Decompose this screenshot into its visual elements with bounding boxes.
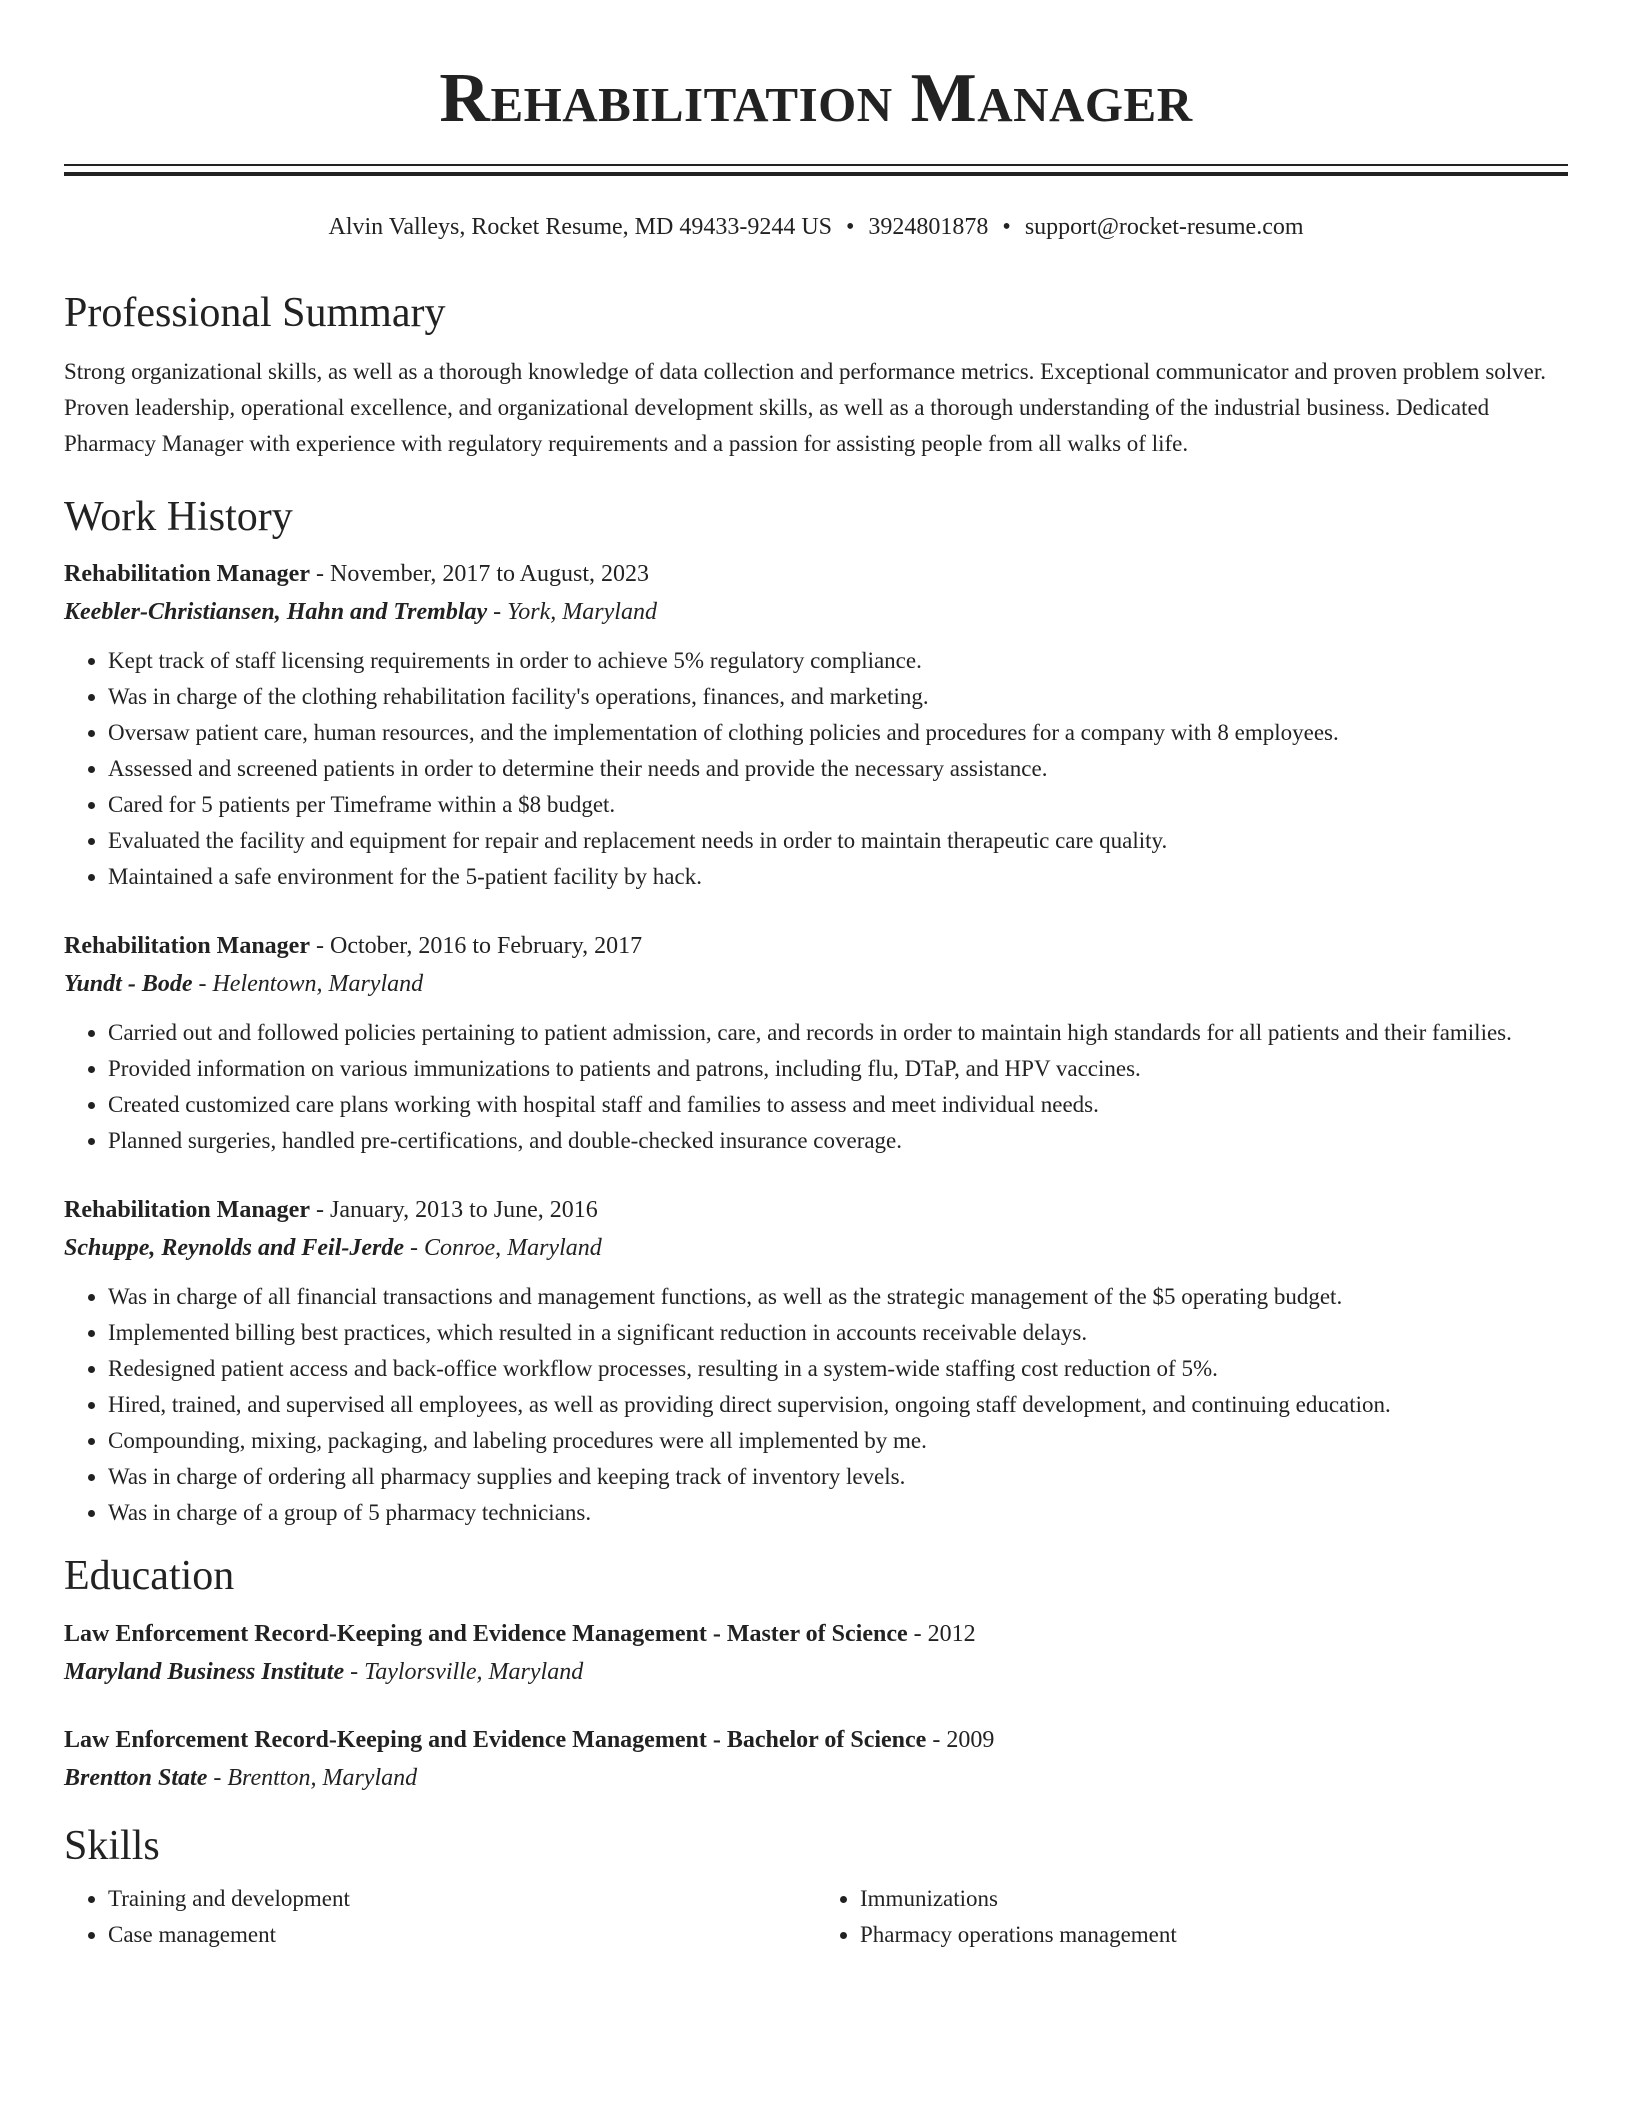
- company-name: Yundt - Bode: [64, 970, 193, 997]
- contact-separator: •: [846, 214, 855, 240]
- list-item: • Hired, trained, and supervised all employees, as well as providing direct supervision, ongoing staff development, and continuing education.: [108, 1387, 1568, 1423]
- contact-address: Alvin Valleys, Rocket Resume, MD 49433-9244 US: [328, 214, 833, 240]
- company-name: Schuppe, Reynolds and Feil-Jerde: [64, 1234, 404, 1261]
- skill-item: • Training and development: [108, 1881, 816, 1917]
- company-location: - Helentown, Maryland: [192, 970, 424, 997]
- job-title-line: [64, 1191, 1568, 1229]
- list-item: • Compounding, mixing, packaging, and labeling procedures were all implemented by me.: [108, 1423, 1568, 1459]
- list-item: • Planned surgeries, handled pre-certifications, and double-checked insurance coverage.: [108, 1123, 1568, 1159]
- job-dates: - October, 2016 to February, 2017: [310, 932, 643, 959]
- list-item: • Redesigned patient access and back-office workflow processes, resulting in a system-wide staffing cost reduction of 5%.: [108, 1351, 1568, 1387]
- list-item: • Provided information on various immunizations to patients and patrons, including flu, DTaP, and HPV vaccines.: [108, 1051, 1568, 1087]
- list-item: • Was in charge of ordering all pharmacy supplies and keeping track of inventory levels.: [108, 1459, 1568, 1495]
- school-line: [64, 1759, 1568, 1797]
- degree-year: - 2012: [907, 1620, 976, 1647]
- degree-line: [64, 1721, 1568, 1759]
- list-item: • Kept track of staff licensing requirements in order to achieve 5% regulatory compliance.: [108, 643, 1568, 679]
- education-entry: [64, 1721, 1568, 1797]
- school-name: Maryland Business Institute: [64, 1658, 345, 1685]
- skills-heading: Skills: [64, 1822, 160, 1869]
- skills-grid: [64, 1881, 1568, 1953]
- education-heading: Education: [64, 1552, 235, 1599]
- degree-line: [64, 1615, 1568, 1653]
- list-item: • Evaluated the facility and equipment for repair and replacement needs in order to maintain therapeutic care quality.: [108, 823, 1568, 859]
- summary-text: Strong organizational skills, as well as a thorough knowledge of data collection and performance metrics. Exceptional communicator and proven problem solver. Proven leadership, operational excellence, and organizational development skills, as well as a thorough understanding of the industrial business. Dedicated Pharmacy Manager with experience with regulatory requirements and a passion for assisting people from all walks of life.: [64, 359, 1547, 457]
- company-location: - Conroe, Maryland: [404, 1234, 602, 1261]
- degree-name: Law Enforcement Record-Keeping and Evidence Management - Bachelor of Science: [64, 1726, 927, 1753]
- company-name: Keebler-Christiansen, Hahn and Tremblay: [64, 598, 488, 625]
- skills-column-left: [64, 1881, 816, 1953]
- job-entry: [64, 555, 1568, 895]
- company-line: [64, 965, 1568, 1003]
- job-title-line: [64, 555, 1568, 593]
- skill-item: • Case management: [108, 1917, 816, 1953]
- company-line: [64, 1229, 1568, 1267]
- skills-column-right: [816, 1881, 1568, 1953]
- list-item: • Created customized care plans working with hospital staff and families to assess and meet individual needs.: [108, 1087, 1568, 1123]
- list-item: • Was in charge of the clothing rehabilitation facility's operations, finances, and marketing.: [108, 679, 1568, 715]
- work-history-heading: Work History: [64, 494, 293, 541]
- skill-item: • Pharmacy operations management: [860, 1917, 1568, 1953]
- job-title: Rehabilitation Manager: [64, 932, 310, 959]
- school-line: [64, 1653, 1568, 1691]
- job-entry: [64, 1191, 1568, 1531]
- job-bullets: [64, 1279, 1568, 1531]
- list-item: • Was in charge of all financial transactions and management functions, as well as the strategic management of the $5 operating budget.: [108, 1279, 1568, 1315]
- job-dates: - November, 2017 to August, 2023: [310, 560, 650, 587]
- summary-heading: Professional Summary: [64, 289, 446, 336]
- school-name: Brentton State: [64, 1764, 208, 1791]
- education-entry: [64, 1615, 1568, 1691]
- job-entry: [64, 927, 1568, 1159]
- school-location: - Brentton, Maryland: [207, 1764, 418, 1791]
- company-location: - York, Maryland: [487, 598, 657, 625]
- contact-email: support@rocket-resume.com: [1024, 214, 1304, 240]
- contact-line: [64, 213, 1568, 242]
- degree-year: - 2009: [926, 1726, 995, 1753]
- company-line: [64, 593, 1568, 631]
- list-item: • Cared for 5 patients per Timeframe within a $8 budget.: [108, 787, 1568, 823]
- degree-name: Law Enforcement Record-Keeping and Evidence Management - Master of Science: [64, 1620, 908, 1647]
- job-title: Rehabilitation Manager: [64, 1196, 310, 1223]
- school-location: - Taylorsville, Maryland: [344, 1658, 584, 1685]
- header-divider-thick: [64, 172, 1568, 176]
- candidate-name: Rehabilitation Manager: [439, 60, 1193, 137]
- job-dates: - January, 2013 to June, 2016: [310, 1196, 598, 1223]
- contact-phone: 3924801878: [868, 214, 989, 240]
- list-item: • Carried out and followed policies pertaining to patient admission, care, and records in order to maintain high standards for all patients and their families.: [108, 1015, 1568, 1051]
- list-item: • Was in charge of a group of 5 pharmacy technicians.: [108, 1495, 1568, 1531]
- skill-item: • Immunizations: [860, 1881, 1568, 1917]
- list-item: • Oversaw patient care, human resources, and the implementation of clothing policies and procedures for a company with 8 employees.: [108, 715, 1568, 751]
- list-item: • Assessed and screened patients in order to determine their needs and provide the necessary assistance.: [108, 751, 1568, 787]
- job-title: Rehabilitation Manager: [64, 560, 310, 587]
- list-item: • Maintained a safe environment for the 5-patient facility by hack.: [108, 859, 1568, 895]
- header-divider-thin: [64, 164, 1568, 166]
- list-item: • Implemented billing best practices, which resulted in a significant reduction in accounts receivable delays.: [108, 1315, 1568, 1351]
- job-title-line: [64, 927, 1568, 965]
- job-bullets: [64, 643, 1568, 895]
- job-bullets: [64, 1015, 1568, 1159]
- contact-separator: •: [1002, 214, 1011, 240]
